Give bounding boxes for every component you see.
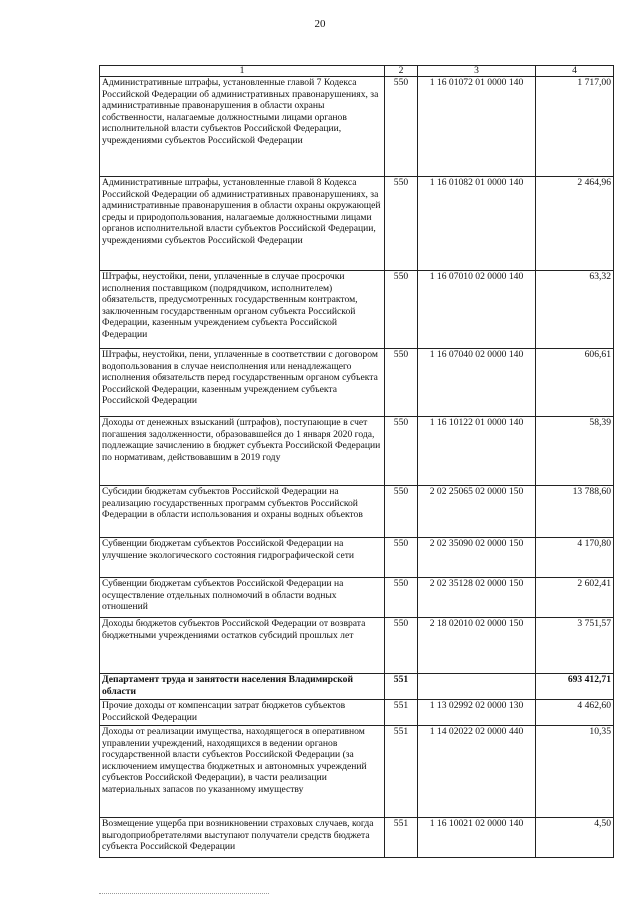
row-admin-code: 550 bbox=[385, 578, 418, 618]
row-amount: 63,32 bbox=[536, 271, 614, 349]
table-row bbox=[100, 271, 614, 349]
row-description: Административные штрафы, установленные главой 8 Кодекса Российской Федерации об административных правонарушениях, за административные правонарушения в области охраны окружающей среды и природопользования, налагаемые должностными лицами органов исполнительной власти субъектов Российской Федерации, учреждениями субъектов Российской Федерации bbox=[100, 177, 385, 271]
row-admin-code: 550 bbox=[385, 618, 418, 674]
table-row bbox=[100, 538, 614, 578]
table-row bbox=[100, 618, 614, 674]
row-amount: 13 788,60 bbox=[536, 486, 614, 538]
row-description: Штрафы, неустойки, пени, уплаченные в соответствии с договором водопользования в случае неисполнения или ненадлежащего исполнения обязательств перед государственным органом субъекта Российской Федерации, казенным учреждением субъекта Российской Федерации bbox=[100, 349, 385, 417]
row-budget-code bbox=[418, 674, 536, 700]
table-row bbox=[100, 417, 614, 486]
row-budget-code: 1 16 01072 01 0000 140 bbox=[418, 77, 536, 177]
row-amount: 1 717,00 bbox=[536, 77, 614, 177]
row-admin-code: 550 bbox=[385, 486, 418, 538]
row-budget-code: 2 18 02010 02 0000 150 bbox=[418, 618, 536, 674]
row-description: Субвенции бюджетам субъектов Российской Федерации на улучшение экологического состояния гидрографической сети bbox=[100, 538, 385, 578]
row-budget-code: 1 16 07040 02 0000 140 bbox=[418, 349, 536, 417]
row-admin-code: 550 bbox=[385, 349, 418, 417]
row-budget-code: 1 16 07010 02 0000 140 bbox=[418, 271, 536, 349]
row-amount: 10,35 bbox=[536, 726, 614, 818]
row-admin-code: 551 bbox=[385, 726, 418, 818]
table-row bbox=[100, 486, 614, 538]
row-amount: 3 751,57 bbox=[536, 618, 614, 674]
row-amount: 2 602,41 bbox=[536, 578, 614, 618]
table-row bbox=[100, 349, 614, 417]
row-description: Штрафы, неустойки, пени, уплаченные в случае просрочки исполнения поставщиком (подрядчиком, исполнителем) обязательств, предусмотренных государственным контрактом, заключенным государственным органом субъекта Российской Федерации, казенным учреждением субъекта Российской Федерации bbox=[100, 271, 385, 349]
row-budget-code: 1 16 01082 01 0000 140 bbox=[418, 177, 536, 271]
row-amount: 4 462,60 bbox=[536, 700, 614, 726]
row-description: Прочие доходы от компенсации затрат бюджетов субъектов Российской Федерации bbox=[100, 700, 385, 726]
row-description: Субсидии бюджетам субъектов Российской Федерации на реализацию государственных программ субъектов Российской Федерации в области использования и охраны водных объектов bbox=[100, 486, 385, 538]
row-budget-code: 1 16 10021 02 0000 140 bbox=[418, 818, 536, 858]
row-description: Доходы бюджетов субъектов Российской Федерации от возврата бюджетными учреждениями остатков субсидий прошлых лет bbox=[100, 618, 385, 674]
table-row bbox=[100, 177, 614, 271]
row-description: Возмещение ущерба при возникновении страховых случаев, когда выгодоприобретателями выступают получатели средств бюджета субъекта Российской Федерации bbox=[100, 818, 385, 858]
row-admin-code: 551 bbox=[385, 700, 418, 726]
revenue-table bbox=[99, 65, 614, 858]
row-admin-code: 551 bbox=[385, 818, 418, 858]
table-row bbox=[100, 77, 614, 177]
row-amount: 58,39 bbox=[536, 417, 614, 486]
department-name: Департамент труда и занятости населения Владимирской области bbox=[100, 674, 385, 700]
row-budget-code: 1 13 02992 02 0000 130 bbox=[418, 700, 536, 726]
table-row bbox=[100, 578, 614, 618]
department-row bbox=[100, 674, 614, 700]
table-header-row bbox=[100, 66, 614, 77]
row-budget-code: 2 02 35128 02 0000 150 bbox=[418, 578, 536, 618]
row-amount: 2 464,96 bbox=[536, 177, 614, 271]
row-budget-code: 1 16 10122 01 0000 140 bbox=[418, 417, 536, 486]
row-description: Субвенции бюджетам субъектов Российской Федерации на осуществление отдельных полномочий в области водных отношений bbox=[100, 578, 385, 618]
row-admin-code: 551 bbox=[385, 674, 418, 700]
row-amount: 606,61 bbox=[536, 349, 614, 417]
department-total: 693 412,71 bbox=[536, 674, 614, 700]
row-admin-code: 550 bbox=[385, 538, 418, 578]
page-number: 20 bbox=[314, 18, 326, 30]
row-amount: 4,50 bbox=[536, 818, 614, 858]
table-row bbox=[100, 726, 614, 818]
column-header-4: 4 bbox=[536, 66, 614, 77]
row-admin-code: 550 bbox=[385, 177, 418, 271]
row-admin-code: 550 bbox=[385, 77, 418, 177]
column-header-1: 1 bbox=[100, 66, 385, 77]
table-row bbox=[100, 818, 614, 858]
row-admin-code: 550 bbox=[385, 271, 418, 349]
column-header-3: 3 bbox=[418, 66, 536, 77]
row-budget-code: 2 02 25065 02 0000 150 bbox=[418, 486, 536, 538]
table-row bbox=[100, 700, 614, 726]
row-admin-code: 550 bbox=[385, 417, 418, 486]
row-budget-code: 1 14 02022 02 0000 440 bbox=[418, 726, 536, 818]
column-header-2: 2 bbox=[385, 66, 418, 77]
row-amount: 4 170,80 bbox=[536, 538, 614, 578]
footer-rule bbox=[99, 893, 269, 894]
row-description: Доходы от реализации имущества, находящегося в оперативном управлении учреждений, находящихся в ведении органов государственной власти субъектов Российской Федерации (за исключением имущества бюджетных и автономных учреждений субъектов Российской Федерации), в части реализации материальных запасов по указанному имуществу bbox=[100, 726, 385, 818]
row-description: Доходы от денежных взысканий (штрафов), поступающие в счет погашения задолженности, образовавшейся до 1 января 2020 года, подлежащие зачислению в бюджет субъекта Российской Федерации по нормативам, действовавшим в 2019 году bbox=[100, 417, 385, 486]
row-description: Административные штрафы, установленные главой 7 Кодекса Российской Федерации об административных правонарушениях, за административные правонарушения в области охраны собственности, налагаемые должностными лицами органов исполнительной власти субъектов Российской Федерации, учреждениями субъектов Российской Федерации bbox=[100, 77, 385, 177]
row-budget-code: 2 02 35090 02 0000 150 bbox=[418, 538, 536, 578]
